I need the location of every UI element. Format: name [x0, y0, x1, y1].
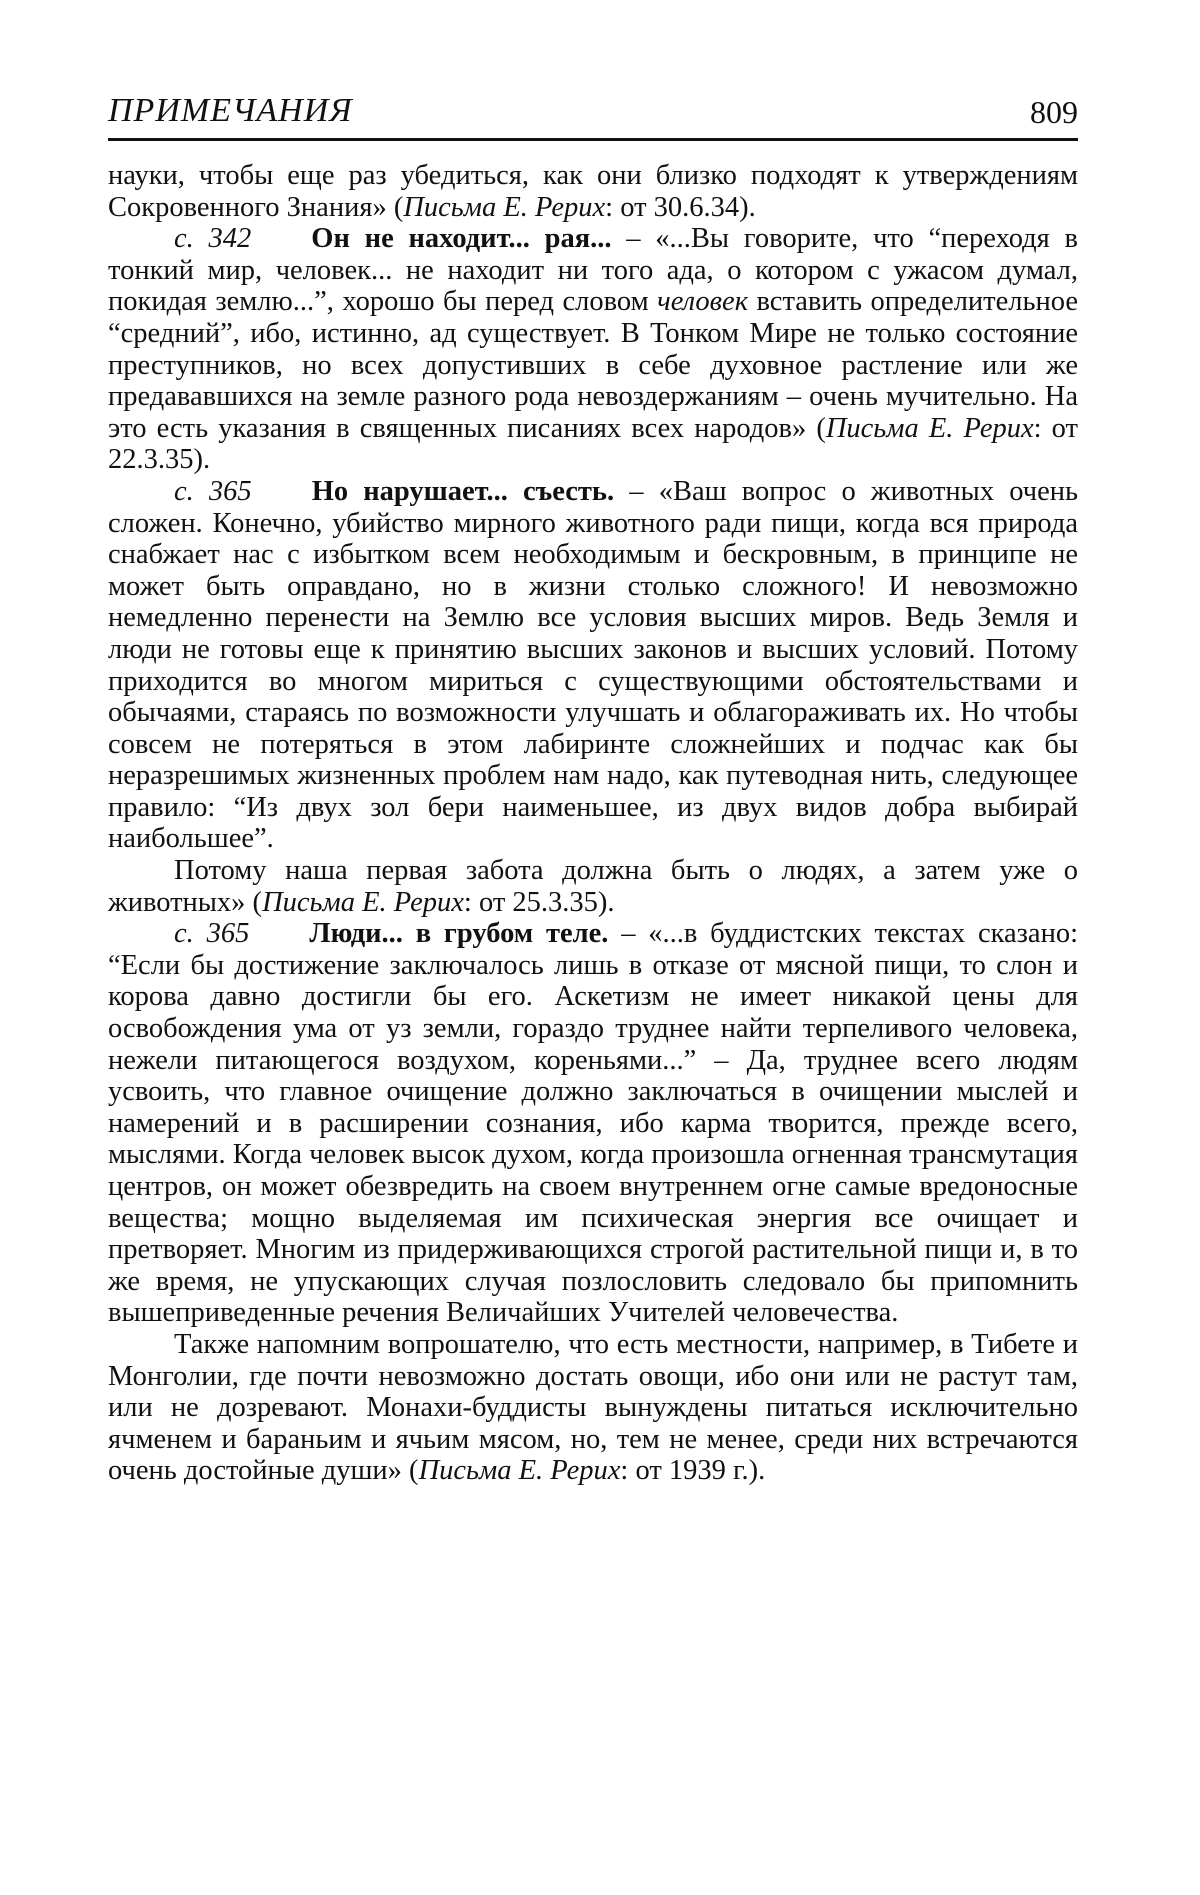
paragraph-text: вставить определительное “средний”, ибо, истинно, ад существует. В Тонком Мире не только состояние преступников, но всех допустивших в себе духовное растление или же предававшихся на земле разного рода невоздержаниям – очень мучительно. На это есть указания в священных писаниях всех народов» (	[108, 286, 1078, 444]
note-headword: Люди... в грубом теле.	[309, 918, 609, 950]
source-citation: Письма Е. Рерих	[403, 191, 606, 223]
note-entry	[108, 223, 1078, 476]
paragraph-text: – «Ваш вопрос о животных очень сложен. Конечно, убийство мирного животного ради пищи, когда вся природа снабжает нас с избытком всем необходимым и бескровным, в принципе не может быть оправдано, но в жизни столько сложного! И невозможно немедленно перенести на Землю все условия высших миров. Ведь Земля и люди не готовы еще к принятию высших законов и высших условий. Потому приходится во многом мириться с существующими обстоятельствами и обычаями, стараясь по возможности улучшать и облагораживать их. Но чтобы совсем не потеряться в этом лабиринте сложнейших и подчас как бы неразрешимых жизненных проблем нам надо, как путеводная нить, следующее правило: “Из двух зол бери наименьшее, из двух видов добра выбирай наибольшее”.	[108, 475, 1078, 855]
paragraph-text: Потому наша первая забота должна быть о людях, а затем уже о животных» (	[108, 855, 1078, 918]
paragraph-text: Также напомним вопрошателю, что есть местности, например, в Тибете и Монголии, где почти невозможно достать овощи, ибо они или не растут там, или не дозревают. Монахи-буддисты вынуждены питаться исключительно ячменем и бараньим и ячьим мясом, но, тем не менее, среди них встречаются очень достойные души» (	[108, 1328, 1078, 1487]
body-text	[108, 160, 1078, 1487]
paragraph-text: – «...в буддистских текстах сказано: “Если бы достижение заключалось лишь в отказе от мясной пищи, то слон и корова давно достигли бы его. Аскетизм не имеет никакой цены для освобождения ума от уз земли, гораздо труднее найти терпеливого человека, нежели питающегося воздухом, кореньями...” – Да, труднее всего людям усвоить, что главное очищение должно заключаться в очищении мыслей и намерений и в расширении сознания, ибо карма творится, прежде всего, мыслями. Когда человек высок духом, когда произошла огненная трансмутация центров, он может обезвредить на своем внутреннем огне самые вредоносные вещества; мощно выделяемая им психическая энергия все очищает и претворяет. Многим из придерживающихся строгой растительной пищи и, в то же время, не упускающих случая позлословить следовало бы припомнить вышеприведенные речения Величайших Учителей человечества.	[108, 918, 1078, 1329]
running-head-title: ПРИМЕЧАНИЯ	[108, 92, 353, 129]
emphasized-word: человек	[657, 286, 749, 318]
paragraph-text: науки, чтобы еще раз убедиться, как они близко подходят к утверждениям Сокровенного Знания» (	[108, 160, 1078, 223]
source-citation: Письма Е. Рерих	[825, 412, 1034, 444]
page-reference: с. 365	[174, 918, 250, 950]
citation-date: : от 30.6.34).	[605, 191, 756, 223]
citation-date: : от 22.3.35).	[108, 412, 1078, 476]
source-citation: Письма Е. Рерих	[418, 1455, 621, 1487]
note-headword: Но нарушает... съесть.	[311, 475, 615, 507]
citation-date: : от 1939 г.).	[620, 1455, 766, 1487]
page-number: 809	[1030, 94, 1078, 130]
header-rule	[108, 138, 1078, 141]
paragraph	[108, 1329, 1078, 1487]
note-entry	[108, 918, 1078, 1329]
paragraph	[108, 855, 1078, 918]
paragraph-continuation	[108, 160, 1078, 223]
page-reference: с. 365	[174, 475, 252, 507]
note-entry	[108, 476, 1078, 855]
running-header	[108, 92, 1078, 142]
note-headword: Он не находит... рая...	[311, 223, 612, 255]
citation-date: : от 25.3.35).	[463, 886, 615, 918]
page-reference: с. 342	[174, 223, 252, 255]
source-citation: Письма Е. Рерих	[262, 886, 464, 918]
paragraph-text: – «...Вы говорите, что “переходя в тонкий мир, человек... не находит ни того ада, о котором с ужасом думал, покидая землю...”, хорошо бы перед словом	[108, 223, 1079, 318]
